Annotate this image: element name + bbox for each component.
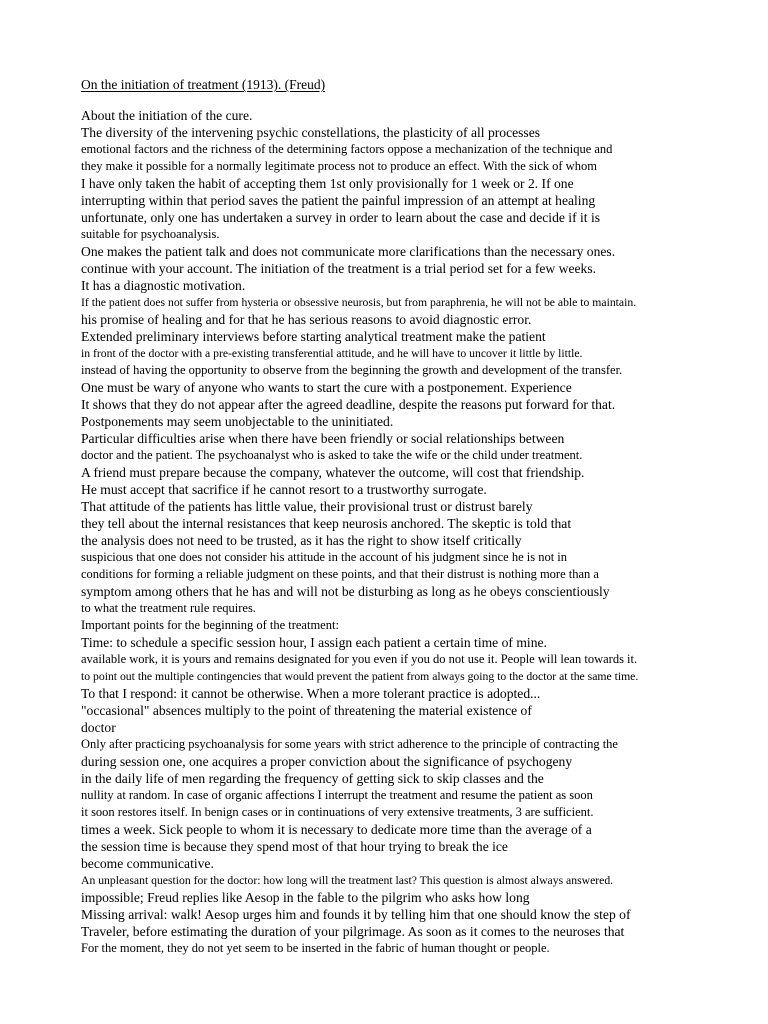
text-line: times a week. Sick people to whom it is necessary to dedicate more time than the average of a <box>81 822 592 837</box>
text-line: It has a diagnostic motivation. <box>81 278 246 293</box>
text-line: unfortunate, only one has undertaken a survey in order to learn about the case and decide if it is <box>81 210 601 225</box>
text-line: they make it possible for a normally legitimate process not to produce an effect. With the sick of whom <box>81 159 597 173</box>
text-line: it soon restores itself. In benign cases or in continuations of very extensive treatments, 3 are sufficient. <box>81 805 594 819</box>
text-line: Important points for the beginning of the treatment: <box>81 618 339 632</box>
title-underline-extension <box>325 77 359 93</box>
text-line: symptom among others that he has and will not be disturbing as long as he obeys conscientiously <box>81 584 610 599</box>
text-line: become communicative. <box>81 856 214 871</box>
text-line: interrupting within that period saves the patient the painful impression of an attempt at healing <box>81 193 596 208</box>
text-line: the session time is because they spend most of that hour trying to break the ice <box>81 839 508 854</box>
text-line: It shows that they do not appear after the agreed deadline, despite the reasons put forward for that. <box>81 397 616 412</box>
text-line: in the daily life of men regarding the frequency of getting sick to skip classes and the <box>81 771 544 786</box>
text-line: "occasional" absences multiply to the point of threatening the material existence of <box>81 703 532 718</box>
text-line: they tell about the internal resistances that keep neurosis anchored. The skeptic is told that <box>81 516 572 531</box>
text-line: to point out the multiple contingencies that would prevent the patient from always going to the doctor at the same time. <box>81 670 639 683</box>
text-line: An unpleasant question for the doctor: how long will the treatment last? This question is almost always answered. <box>81 874 614 887</box>
text-line: One makes the patient talk and does not communicate more clarifications than the necessary ones. <box>81 244 616 259</box>
text-line: I have only taken the habit of accepting them 1st only provisionally for 1 week or 2. If one <box>81 176 574 191</box>
text-line: emotional factors and the richness of the determining factors oppose a mechanization of the technique and <box>81 142 613 156</box>
text-line: suitable for psychoanalysis. <box>81 227 220 241</box>
text-line: A friend must prepare because the company, whatever the outcome, will cost that friendship. <box>81 465 585 480</box>
text-line: his promise of healing and for that he has serious reasons to avoid diagnostic error. <box>81 312 532 327</box>
document-title <box>81 77 359 93</box>
text-line: impossible; Freud replies like Aesop in the fable to the pilgrim who asks how long <box>81 890 530 905</box>
text-line: For the moment, they do not yet seem to be inserted in the fabric of human thought or people. <box>81 941 550 955</box>
text-line: About the initiation of the cure. <box>81 108 253 123</box>
text-line: continue with your account. The initiation of the treatment is a trial period set for a few weeks. <box>81 261 597 276</box>
document-title-text: On the initiation of treatment (1913). (Freud) <box>81 77 326 92</box>
text-line: He must accept that sacrifice if he cannot resort to a trustworthy surrogate. <box>81 482 487 497</box>
text-line: during session one, one acquires a proper conviction about the significance of psychogeny <box>81 754 573 769</box>
text-line: the analysis does not need to be trusted, as it has the right to show itself critically <box>81 533 522 548</box>
text-line: in front of the doctor with a pre-existing transferential attitude, and he will have to uncover it little by little. <box>81 347 583 360</box>
text-line: Postponements may seem unobjectable to the uninitiated. <box>81 414 394 429</box>
text-line: The diversity of the intervening psychic constellations, the plasticity of all processes <box>81 125 541 140</box>
text-line: Time: to schedule a specific session hour, I assign each patient a certain time of mine. <box>81 635 547 650</box>
text-line: doctor <box>81 720 116 735</box>
text-line: One must be wary of anyone who wants to start the cure with a postponement. Experience <box>81 380 572 395</box>
text-line: Particular difficulties arise when there have been friendly or social relationships between <box>81 431 565 446</box>
text-line: Missing arrival: walk! Aesop urges him and founds it by telling him that one should know the step of <box>81 907 631 922</box>
document-body <box>81 107 741 957</box>
text-line: suspicious that one does not consider his attitude in the account of his judgment since he is not in <box>81 550 568 564</box>
text-line: instead of having the opportunity to observe from the beginning the growth and development of the transfer. <box>81 363 623 377</box>
text-line: If the patient does not suffer from hysteria or obsessive neurosis, but from paraphrenia, he will not be able to maintain. <box>81 296 637 309</box>
text-line: To that I respond: it cannot be otherwise. When a more tolerant practice is adopted... <box>81 686 541 701</box>
text-line: conditions for forming a reliable judgment on these points, and that their distrust is nothing more than a <box>81 567 599 581</box>
text-line: nullity at random. In case of organic affections I interrupt the treatment and resume the patient as soon <box>81 788 593 802</box>
text-line: Extended preliminary interviews before starting analytical treatment make the patient <box>81 329 546 344</box>
text-line: to what the treatment rule requires. <box>81 601 256 615</box>
text-line: Traveler, before estimating the duration of your pilgrimage. As soon as it comes to the neuroses that <box>81 924 625 939</box>
text-line: available work, it is yours and remains designated for you even if you do not use it. People will lean towards it. <box>81 652 638 666</box>
text-line: doctor and the patient. The psychoanalyst who is asked to take the wife or the child under treatment. <box>81 448 583 462</box>
text-line: Only after practicing psychoanalysis for some years with strict adherence to the principle of contracting the <box>81 737 618 751</box>
text-line: That attitude of the patients has little value, their provisional trust or distrust barely <box>81 499 533 514</box>
